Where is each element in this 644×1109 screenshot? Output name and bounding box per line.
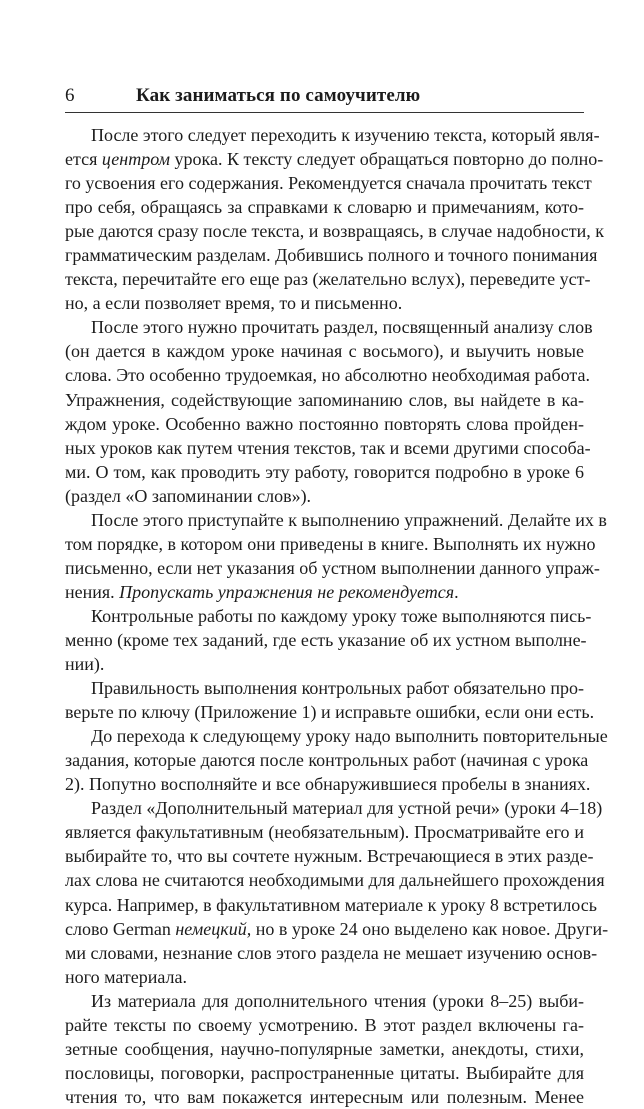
paragraph — [65, 315, 593, 507]
text-line — [65, 844, 594, 868]
text-run: ми. О том, как проводить эту работу, говорится подробно в уроке 6 — [65, 461, 584, 482]
text-run: (раздел «О запоминании слов»). — [65, 485, 312, 506]
paragraph — [65, 123, 604, 315]
text-line — [65, 243, 598, 267]
text-line — [65, 1013, 584, 1037]
text-line — [65, 315, 593, 339]
header-rule — [65, 112, 584, 113]
text-run: том порядке, в котором они приведены в книге. Выполнять их нужно — [65, 533, 596, 554]
text-line — [65, 484, 584, 508]
text-run: ется — [65, 149, 102, 170]
text-run: лах слова не считаются необходимыми для дальнейшего прохождения — [65, 870, 605, 891]
text-run: рые даются сразу после текста, и возвращаясь, в случае надобности, к — [65, 221, 604, 242]
text-line — [65, 412, 584, 436]
text-run: курса. Например, в факультативном материале к уроку 8 встретилось — [65, 894, 597, 915]
text-run: ного материала. — [65, 966, 187, 987]
text-run: но в уроке 24 оно выделено как новое. Други- — [251, 918, 609, 939]
text-run: После этого нужно прочитать раздел, посвященный анализу слов — [91, 317, 593, 338]
text-line — [65, 508, 607, 532]
text-run: До перехода к следующему уроку надо выполнить повторительные — [91, 726, 608, 747]
text-run: . — [454, 581, 459, 602]
running-title: Как заниматься по самоучителю — [136, 85, 421, 106]
text-run: слово German — [65, 918, 176, 939]
text-line — [65, 748, 589, 772]
text-run: текста, перечитайте его еще раз (желательно вслух), переведите уст- — [65, 269, 591, 290]
text-run: но, а если позволяет время, то и письменно. — [65, 293, 403, 314]
text-run: Упражнения, содействующие запоминанию слов, вы найдете в ка- — [65, 389, 584, 410]
italic-emphasis: немецкий, — [175, 918, 252, 939]
text-run: Из материала для дополнительного чтения (уроки 8–25) выби- — [91, 990, 584, 1011]
paragraph — [65, 724, 608, 796]
text-line — [65, 556, 600, 580]
text-line — [65, 893, 597, 917]
text-run: является факультативным (необязательным). Просматривайте его и — [65, 822, 584, 843]
text-run: Раздел «Дополнительный материал для устной речи» (уроки 4–18) — [91, 798, 603, 819]
text-line — [65, 339, 584, 363]
text-run: Правильность выполнения контрольных работ обязательно про- — [91, 678, 585, 699]
text-line — [65, 147, 604, 171]
text-line — [65, 388, 584, 412]
text-line — [65, 219, 604, 243]
text-run: ждом уроке. Особенно важно постоянно повторять слова пройден- — [65, 413, 584, 434]
text-run: ми словами, незнание слов этого раздела не мешает изучению основ- — [65, 942, 598, 963]
text-line — [65, 436, 591, 460]
text-run: письменно, если нет указания об устном выполнении данного упраж- — [65, 557, 600, 578]
text-line — [65, 724, 608, 748]
text-run: ных уроков как путем чтения текстов, так и всеми другими способа- — [65, 437, 591, 458]
text-run: Контрольные работы по каждому уроку тоже выполняются пись- — [91, 605, 592, 626]
text-run: нии). — [65, 654, 105, 675]
text-line — [65, 1061, 584, 1085]
text-line — [65, 676, 584, 700]
text-run: После этого приступайте к выполнению упражнений. Делайте их в — [91, 509, 607, 530]
text-run: 2). Попутно восполняйте и все обнаружившиеся пробелы в знаниях. — [65, 774, 591, 795]
text-run: верьте по ключу (Приложение 1) и исправьте ошибки, если они есть. — [65, 702, 595, 723]
text-run: райте тексты по своему усмотрению. В этот раздел включены га- — [65, 1014, 584, 1035]
text-line — [65, 700, 595, 724]
text-line — [65, 628, 587, 652]
text-line — [65, 1037, 584, 1061]
text-line — [65, 868, 605, 892]
text-line — [65, 772, 591, 796]
paragraph — [65, 604, 592, 676]
text-run: выбирайте то, что вы сочтете нужным. Встречающиеся в этих разде- — [65, 846, 594, 867]
text-line — [65, 941, 598, 965]
text-line — [65, 796, 603, 820]
text-line — [65, 965, 584, 989]
text-run: задания, которые даются после контрольных работ (начиная с урока — [65, 750, 589, 771]
text-run: грамматическим разделам. Добившись полного и точного понимания — [65, 245, 598, 266]
text-line — [65, 267, 591, 291]
text-line — [65, 1085, 584, 1109]
text-run: урока. К тексту следует обращаться повторно до полно- — [170, 149, 604, 170]
text-run: чтения то, что вам покажется интересным или полезным. Менее — [65, 1086, 584, 1107]
text-run: После этого следует переходить к изучению текста, который явля- — [91, 125, 600, 145]
text-line — [65, 917, 609, 941]
text-run: (он дается в каждом уроке начиная с восьмого), и выучить новые — [65, 341, 584, 362]
text-line — [65, 989, 584, 1013]
paragraph — [65, 508, 607, 604]
text-run: го усвоения его содержания. Рекомендуется сначала прочитать текст — [65, 173, 592, 194]
text-line — [65, 171, 592, 195]
text-run: пословицы, поговорки, распространенные цитаты. Выбирайте для — [65, 1062, 584, 1083]
italic-emphasis: Пропускать упражнения не рекомендуется — [119, 581, 455, 602]
paragraph — [65, 676, 595, 724]
text-line — [65, 460, 584, 484]
paragraph — [65, 989, 584, 1109]
text-line — [65, 652, 584, 676]
page-number: 6 — [65, 85, 75, 106]
paragraph — [65, 796, 609, 988]
body-text — [65, 123, 609, 1109]
text-run: про себя, обращаясь за справками к словарю и примечаниям, кото- — [65, 197, 584, 218]
text-run: зетные сообщения, научно-популярные заметки, анекдоты, стихи, — [65, 1038, 584, 1059]
text-line — [65, 580, 584, 604]
text-line — [65, 363, 590, 387]
text-run: нения. — [65, 581, 120, 602]
text-line — [65, 195, 584, 219]
text-run: слова. Это особенно трудоемкая, но абсолютно необходимая работа. — [65, 365, 590, 386]
text-line — [65, 820, 584, 844]
text-line — [65, 604, 592, 628]
text-line — [65, 123, 600, 147]
text-line — [65, 291, 584, 315]
text-line — [65, 532, 596, 556]
text-run: менно (кроме тех заданий, где есть указание об их устном выполне- — [65, 629, 587, 650]
running-header — [65, 84, 584, 108]
italic-emphasis: центром — [101, 149, 171, 170]
